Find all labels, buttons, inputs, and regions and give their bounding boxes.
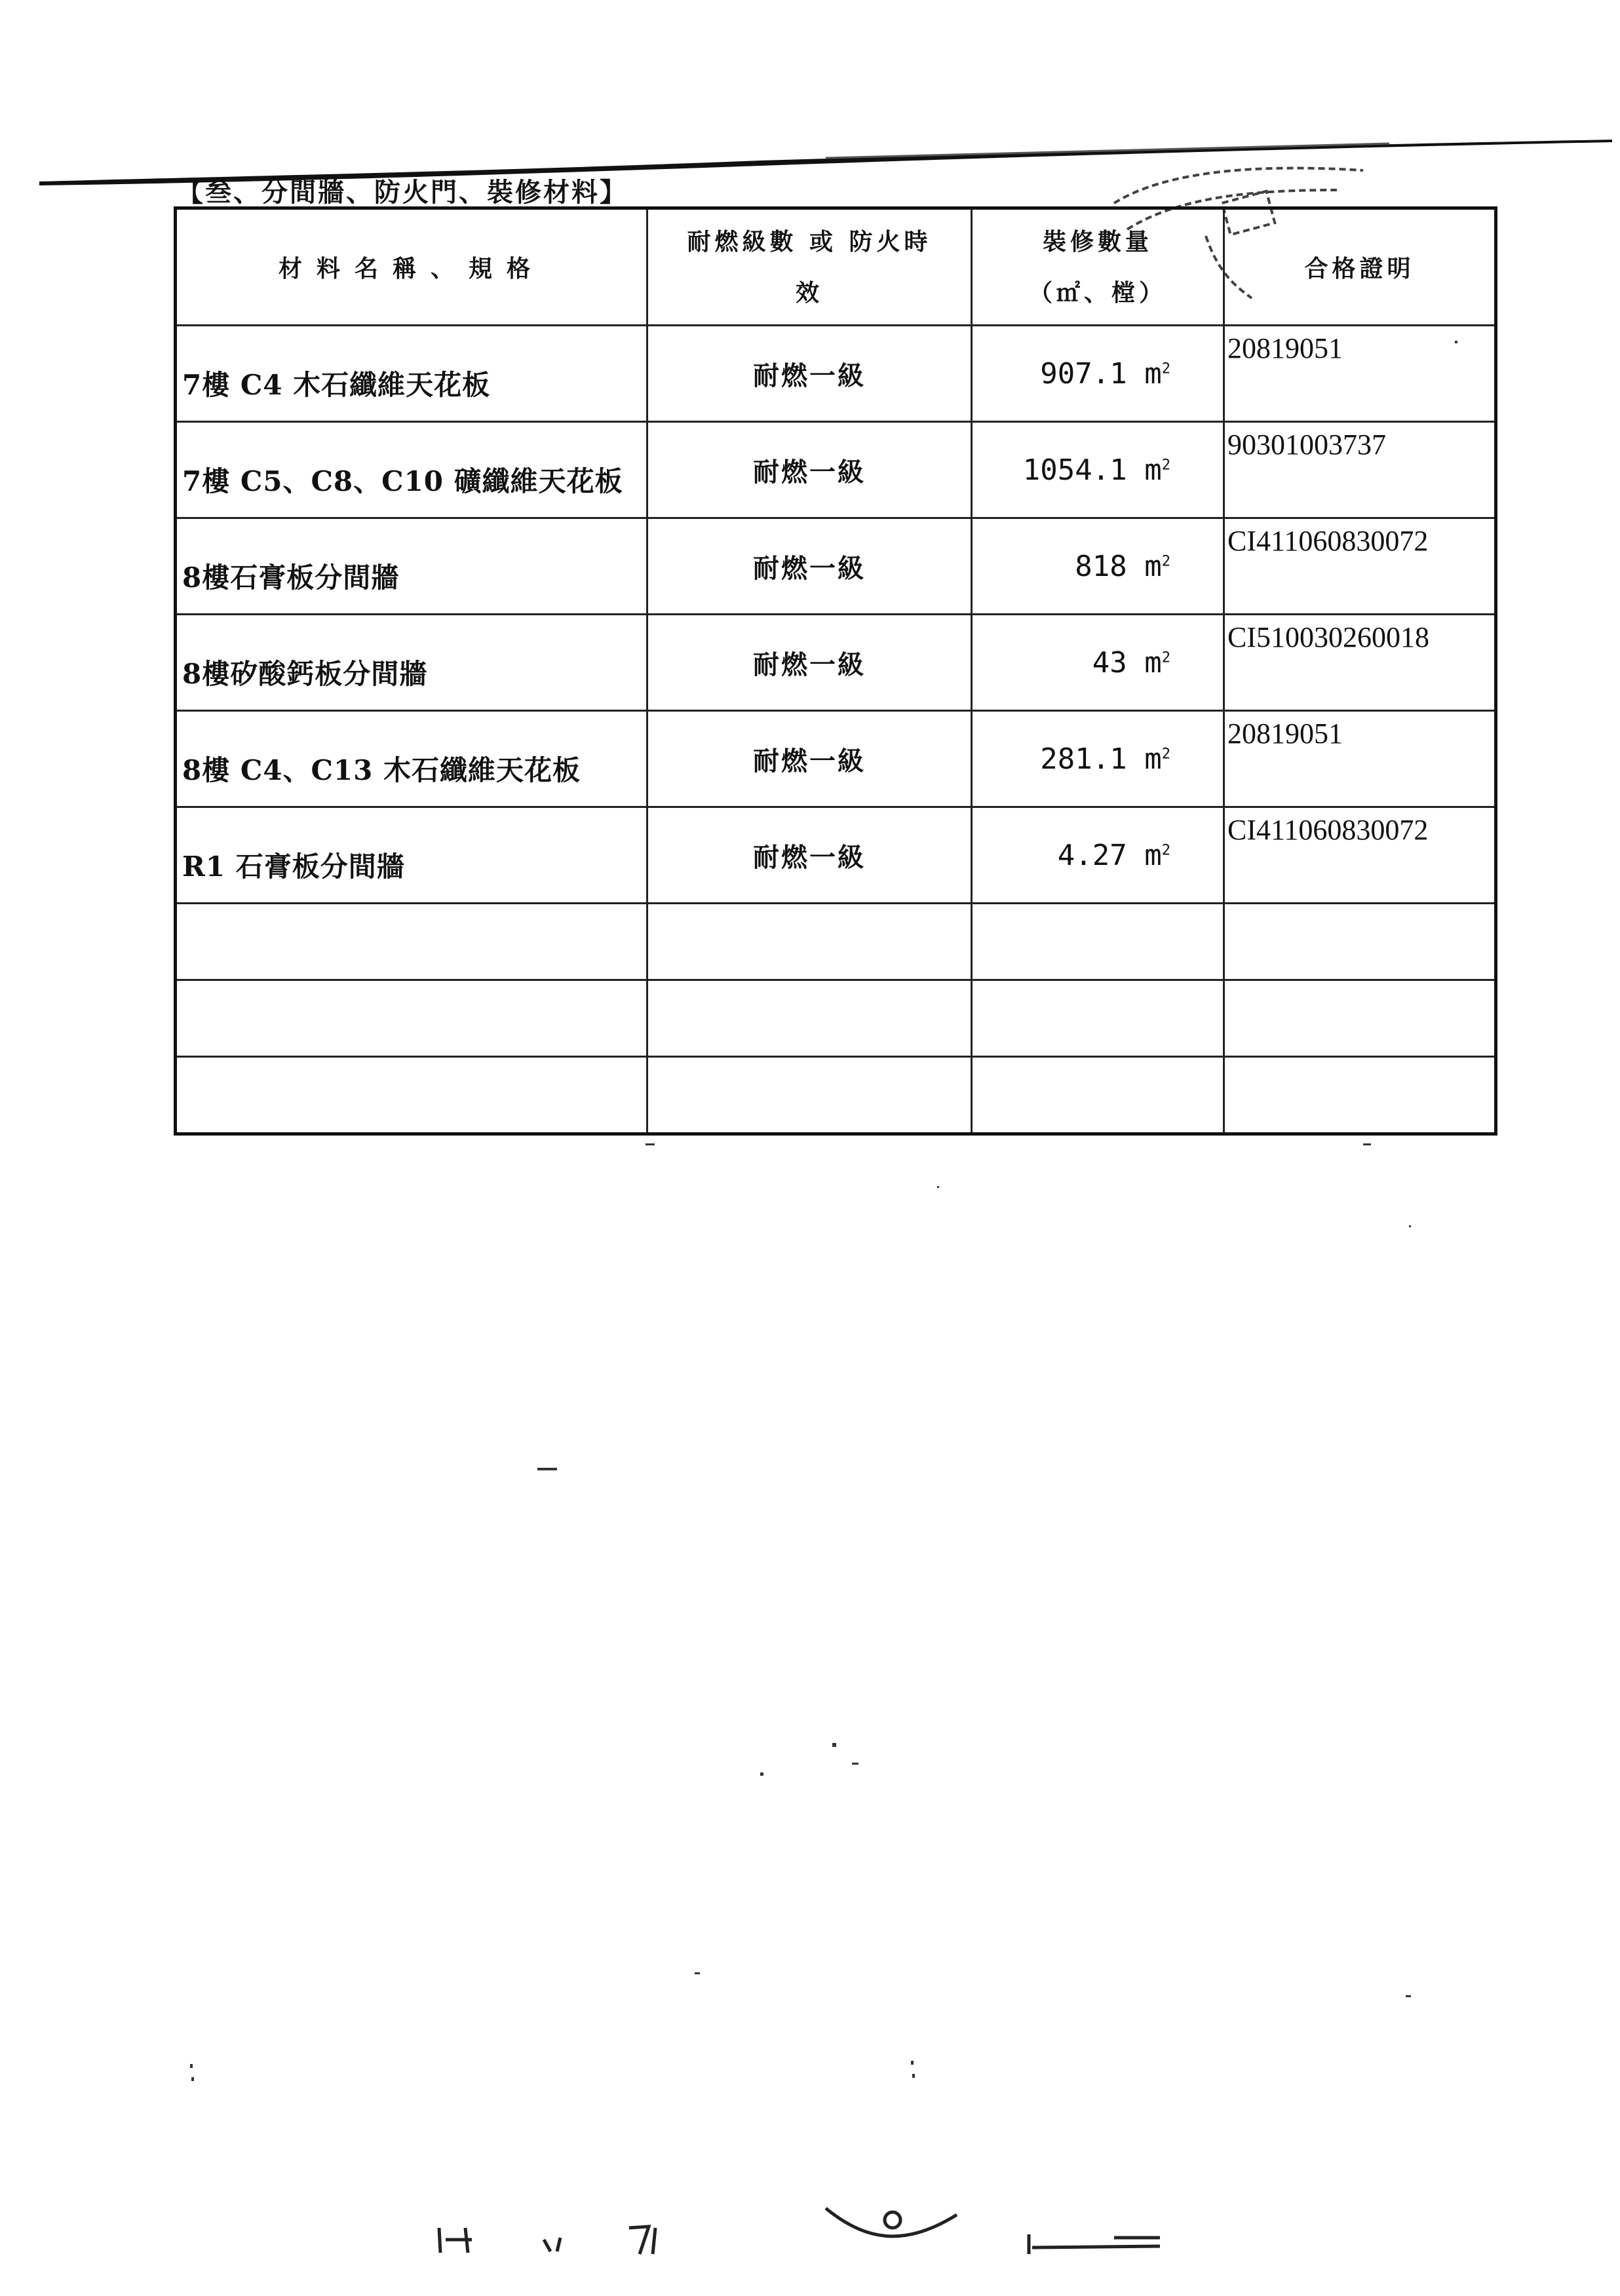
header-fire-rating-line2: 效 xyxy=(795,278,823,307)
header-fire-rating-line1: 耐燃級數 或 防火時 xyxy=(687,227,932,256)
quantity-value: 281.1 xyxy=(1040,742,1127,776)
fire-rating: 耐燃一級 xyxy=(647,807,972,904)
certificate-number: CI411060830072 xyxy=(1224,807,1496,904)
square-mark: 2 xyxy=(1161,649,1170,666)
quantity xyxy=(972,422,1224,518)
header-material-name: 材料名稱、規格 xyxy=(176,208,647,326)
quantity-unit: m xyxy=(1144,742,1162,776)
certificate-number: CI411060830072 xyxy=(1224,518,1496,615)
empty-cell xyxy=(1224,1057,1496,1134)
fire-rating: 耐燃一級 xyxy=(647,711,972,807)
fire-rating: 耐燃一級 xyxy=(647,422,972,518)
table-row xyxy=(176,326,1496,422)
empty-cell xyxy=(176,904,647,980)
material-name: 7樓 C4 木石纖維天花板 xyxy=(176,326,647,422)
empty-cell xyxy=(1224,904,1496,980)
header-certificate: 合格證明 xyxy=(1224,208,1496,326)
fire-rating: 耐燃一級 xyxy=(647,518,972,615)
material-name: R1 石膏板分間牆 xyxy=(176,807,647,904)
quantity-unit: m xyxy=(1144,645,1162,679)
empty-cell xyxy=(972,980,1224,1057)
section-title: 【叁、分間牆、防火門、裝修材料】 xyxy=(177,177,628,208)
quantity xyxy=(972,518,1224,615)
empty-cell xyxy=(647,904,972,980)
quantity-unit: m xyxy=(1144,838,1162,872)
quantity-value: 907.1 xyxy=(1040,356,1127,391)
quantity xyxy=(972,326,1224,422)
square-mark: 2 xyxy=(1161,360,1170,377)
certificate-number: 90301003737 xyxy=(1224,422,1496,518)
header-quantity-line2: （㎡、樘） xyxy=(1028,278,1167,307)
quantity-value: 4.27 xyxy=(1057,838,1127,872)
material-name: 8樓石膏板分間牆 xyxy=(176,518,647,615)
certificate-number: 20819051 xyxy=(1224,326,1496,422)
empty-cell xyxy=(176,980,647,1057)
quantity xyxy=(972,615,1224,711)
empty-table-row xyxy=(176,1057,1496,1134)
table-row xyxy=(176,422,1496,518)
square-mark: 2 xyxy=(1161,552,1170,569)
fire-rating: 耐燃一級 xyxy=(647,326,972,422)
quantity-value: 818 xyxy=(1075,549,1127,583)
certificate-number: CI510030260018 xyxy=(1224,615,1496,711)
certificate-number: 20819051 xyxy=(1224,711,1496,807)
quantity xyxy=(972,711,1224,807)
empty-cell xyxy=(972,904,1224,980)
empty-cell xyxy=(1224,980,1496,1057)
square-mark: 2 xyxy=(1161,841,1170,858)
material-name: 8樓矽酸鈣板分間牆 xyxy=(176,615,647,711)
square-mark: 2 xyxy=(1161,456,1170,473)
empty-cell xyxy=(647,980,972,1057)
table-row xyxy=(176,518,1496,615)
fire-rating: 耐燃一級 xyxy=(647,615,972,711)
quantity-unit: m xyxy=(1144,453,1162,487)
header-quantity xyxy=(972,208,1224,326)
quantity xyxy=(972,807,1224,904)
material-name: 8樓 C4、C13 木石纖維天花板 xyxy=(176,711,647,807)
quantity-unit: m xyxy=(1144,549,1162,583)
table-row xyxy=(176,615,1496,711)
header-fire-rating xyxy=(647,208,972,326)
square-mark: 2 xyxy=(1161,745,1170,762)
quantity-unit: m xyxy=(1144,356,1162,391)
empty-cell xyxy=(176,1057,647,1134)
quantity-value: 43 xyxy=(1092,645,1127,679)
material-name: 7樓 C5、C8、C10 礦纖維天花板 xyxy=(176,422,647,518)
empty-cell xyxy=(647,1057,972,1134)
quantity-value: 1054.1 xyxy=(1022,453,1127,487)
empty-table-row xyxy=(176,980,1496,1057)
table-row xyxy=(176,807,1496,904)
table-row xyxy=(176,711,1496,807)
empty-table-row xyxy=(176,904,1496,980)
footer-scan-marks xyxy=(419,2202,1206,2267)
table-header-row xyxy=(176,208,1496,326)
empty-cell xyxy=(972,1057,1224,1134)
materials-table xyxy=(174,206,1497,1136)
header-quantity-line1: 裝修數量 xyxy=(1042,227,1153,256)
